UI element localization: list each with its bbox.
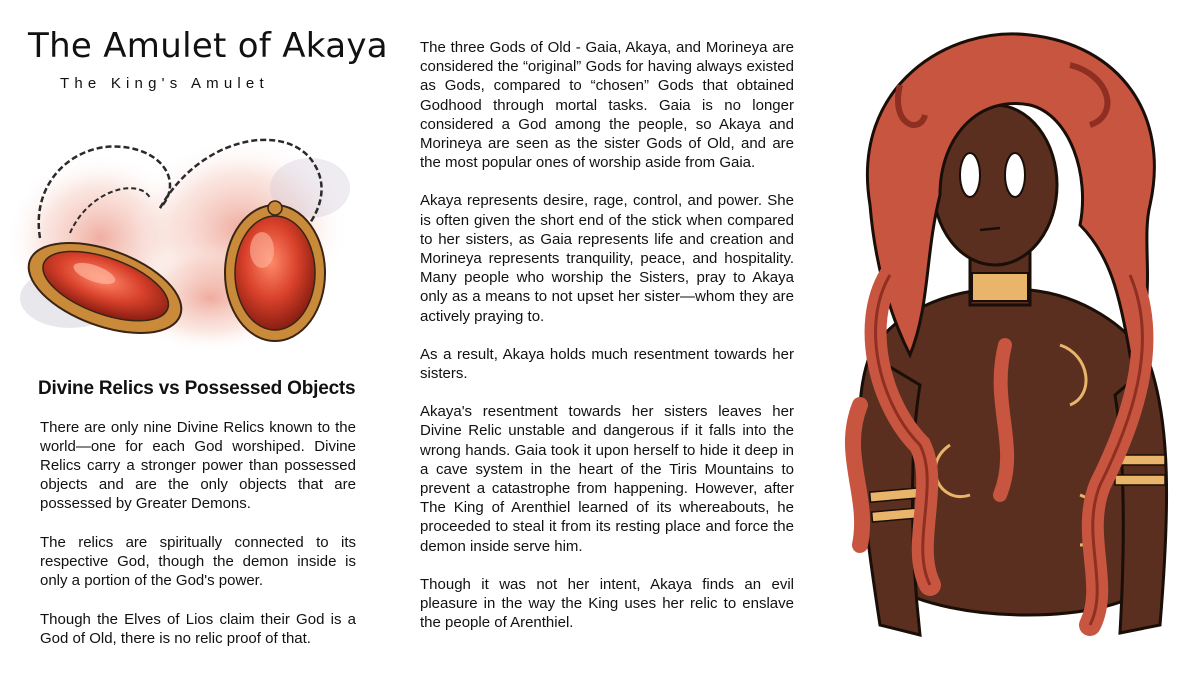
- left-paragraph: The relics are spiritually connected to its respective God, though the demon inside is only a portion of the God's power.: [40, 534, 356, 589]
- main-paragraph: Akaya represents desire, rage, control, and power. She is often given the short end of the stick when compared to her sisters, as Gaia represents life and creation and Morineya represents tranquility, peace, and hospitality. Many people who worship the Sisters, pray to Akaya only as a means to not upset her sister—whom they are actively praying to.: [420, 192, 794, 325]
- left-section-body: [40, 418, 356, 668]
- page-subtitle: The King's Amulet: [60, 75, 269, 92]
- akaya-character-illustration: [830, 25, 1190, 645]
- main-paragraph: Though it was not her intent, Akaya finds an evil pleasure in the way the King uses her relic to enslave the people of Arenthiel.: [420, 575, 794, 632]
- page-title: The Amulet of Akaya: [28, 26, 388, 66]
- main-paragraph: As a result, Akaya holds much resentment towards her sisters.: [420, 345, 794, 383]
- section-heading: Divine Relics vs Possessed Objects: [38, 378, 356, 399]
- left-paragraph: Though the Elves of Lios claim their God is a God of Old, there is no relic proof of that.: [40, 611, 356, 647]
- main-paragraph: The three Gods of Old - Gaia, Akaya, and Morineya are considered the “original” Gods for having always existed as Gods, compared to “chosen” Gods that obtained Godhood through mortal tasks. Gaia is no longer considered a God among the people, so Akaya and Morineya are seen as the sister Gods of Old, and are the most popular ones of worship aside from Gaia.: [420, 39, 794, 172]
- main-paragraph: Akaya's resentment towards her sisters leaves her Divine Relic unstable and dangerous if it falls into the wrong hands. Gaia took it upon herself to hide it deep in a cave system in the heart of the Tiris Mountains to prevent a catastrophe from happening. However, after The King of Arenthiel learned of its whereabouts, he proceeded to steal it from its resting place and force the demon inside serve him.: [420, 403, 794, 555]
- amulet-illustration: [10, 128, 365, 358]
- left-paragraph: There are only nine Divine Relics known to the world—one for each God worshiped. Divine Relics carry a stronger power than possessed objects and are the only objects that are possessed by Greater Demons.: [40, 419, 356, 512]
- main-text-column: [420, 38, 794, 651]
